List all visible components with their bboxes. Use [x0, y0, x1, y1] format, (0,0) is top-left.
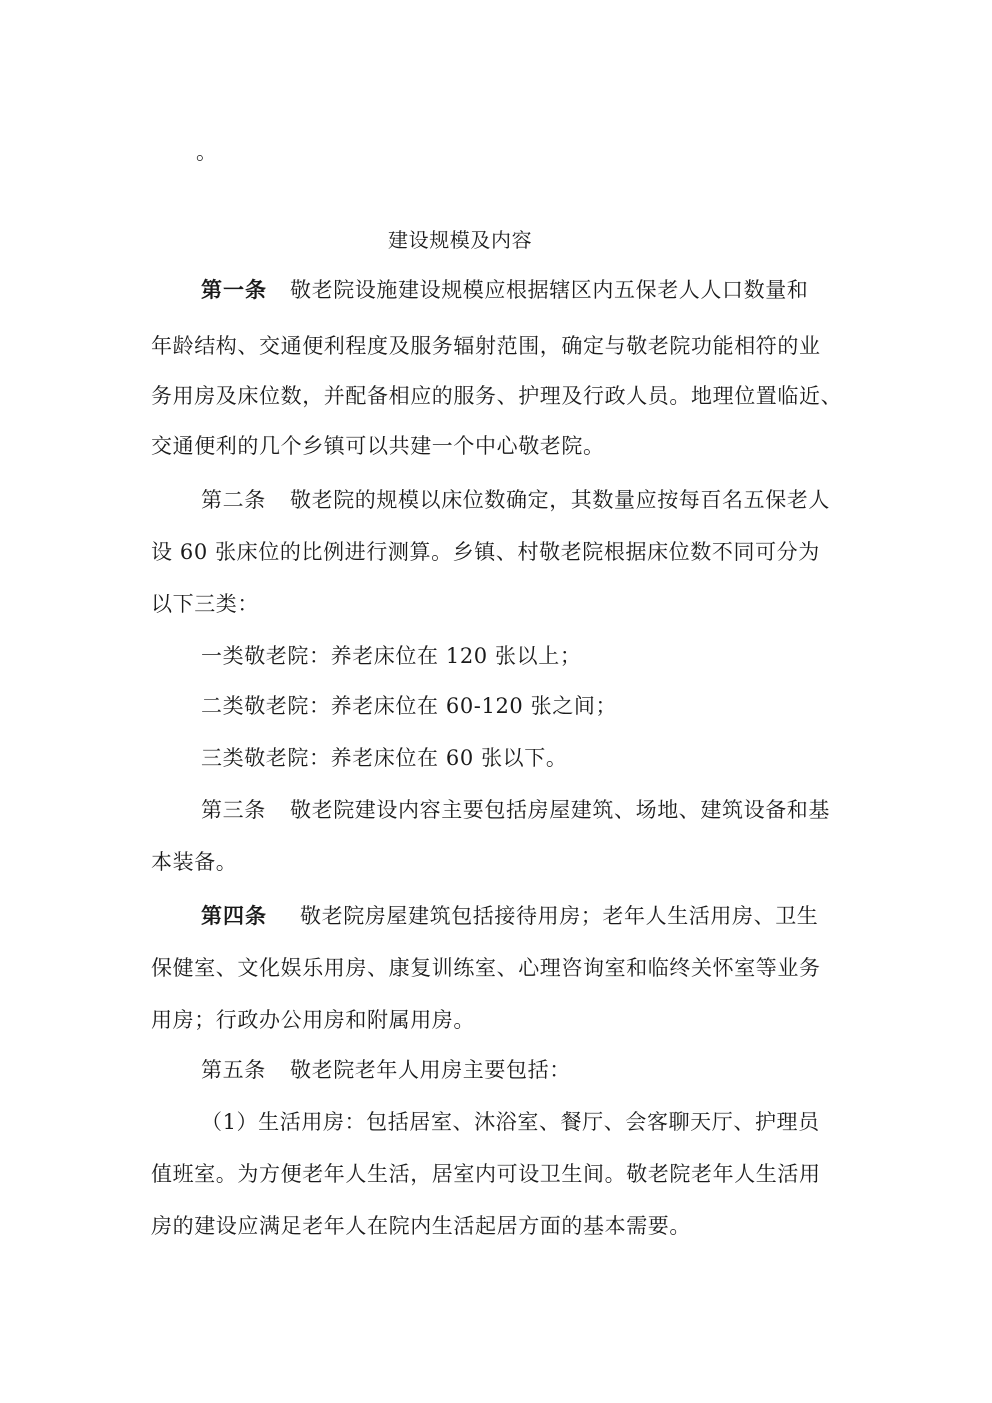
article-4-line-1: 敬老院房屋建筑包括接待用房；老年人生活用房、卫生 — [300, 904, 819, 928]
category-item-1: 一类敬老院：养老床位在 120 张以上； — [201, 644, 582, 668]
living-rooms-line-2: 值班室。为方便老年人生活，居室内可设卫生间。敬老院老年人生活用 — [151, 1162, 821, 1186]
living-rooms-line-3: 房的建设应满足老年人在院内生活起居方面的基本需要。 — [151, 1214, 691, 1238]
article-1-heading: 第一条 — [201, 277, 267, 302]
article-4-line-3: 用房；行政办公用房和附属用房。 — [151, 1008, 475, 1032]
article-5-line-1: 敬老院老年人用房主要包括： — [290, 1058, 571, 1082]
article-4-heading: 第四条 — [201, 903, 267, 928]
article-2-line-2: 设 60 张床位的比例进行测算。乡镇、村敬老院根据床位数不同可分为 — [151, 540, 820, 564]
article-5-heading: 第五条 — [201, 1058, 266, 1082]
article-3-line-1: 敬老院建设内容主要包括房屋建筑、场地、建筑设备和基 — [290, 798, 830, 822]
article-3-heading: 第三条 — [201, 798, 266, 822]
carryover-punctuation: 。 — [196, 140, 218, 164]
article-2-heading: 第二条 — [201, 488, 266, 512]
article-1-line-3: 务用房及床位数，并配备相应的服务、护理及行政人员。地理位置临近、 — [151, 384, 843, 408]
category-item-2: 二类敬老院：养老床位在 60-120 张之间； — [201, 694, 618, 718]
article-3-line-2: 本装备。 — [151, 850, 238, 874]
article-1-line-1: 敬老院设施建设规模应根据辖区内五保老人人口数量和 — [290, 278, 809, 302]
article-4-line-2: 保健室、文化娱乐用房、康复训练室、心理咨询室和临终关怀室等业务 — [151, 956, 821, 980]
article-2-line-3: 以下三类： — [151, 592, 259, 616]
article-1-line-4: 交通便利的几个乡镇可以共建一个中心敬老院。 — [151, 434, 605, 458]
article-1-line-2: 年龄结构、交通便利程度及服务辐射范围，确定与敬老院功能相符的业 — [151, 334, 821, 358]
section-title: 建设规模及内容 — [388, 228, 533, 252]
article-2-line-1: 敬老院的规模以床位数确定，其数量应按每百名五保老人 — [290, 488, 830, 512]
category-item-3: 三类敬老院：养老床位在 60 张以下。 — [201, 746, 568, 770]
living-rooms-line-1: （1）生活用房：包括居室、沐浴室、餐厅、会客聊天厅、护理员 — [201, 1110, 820, 1134]
